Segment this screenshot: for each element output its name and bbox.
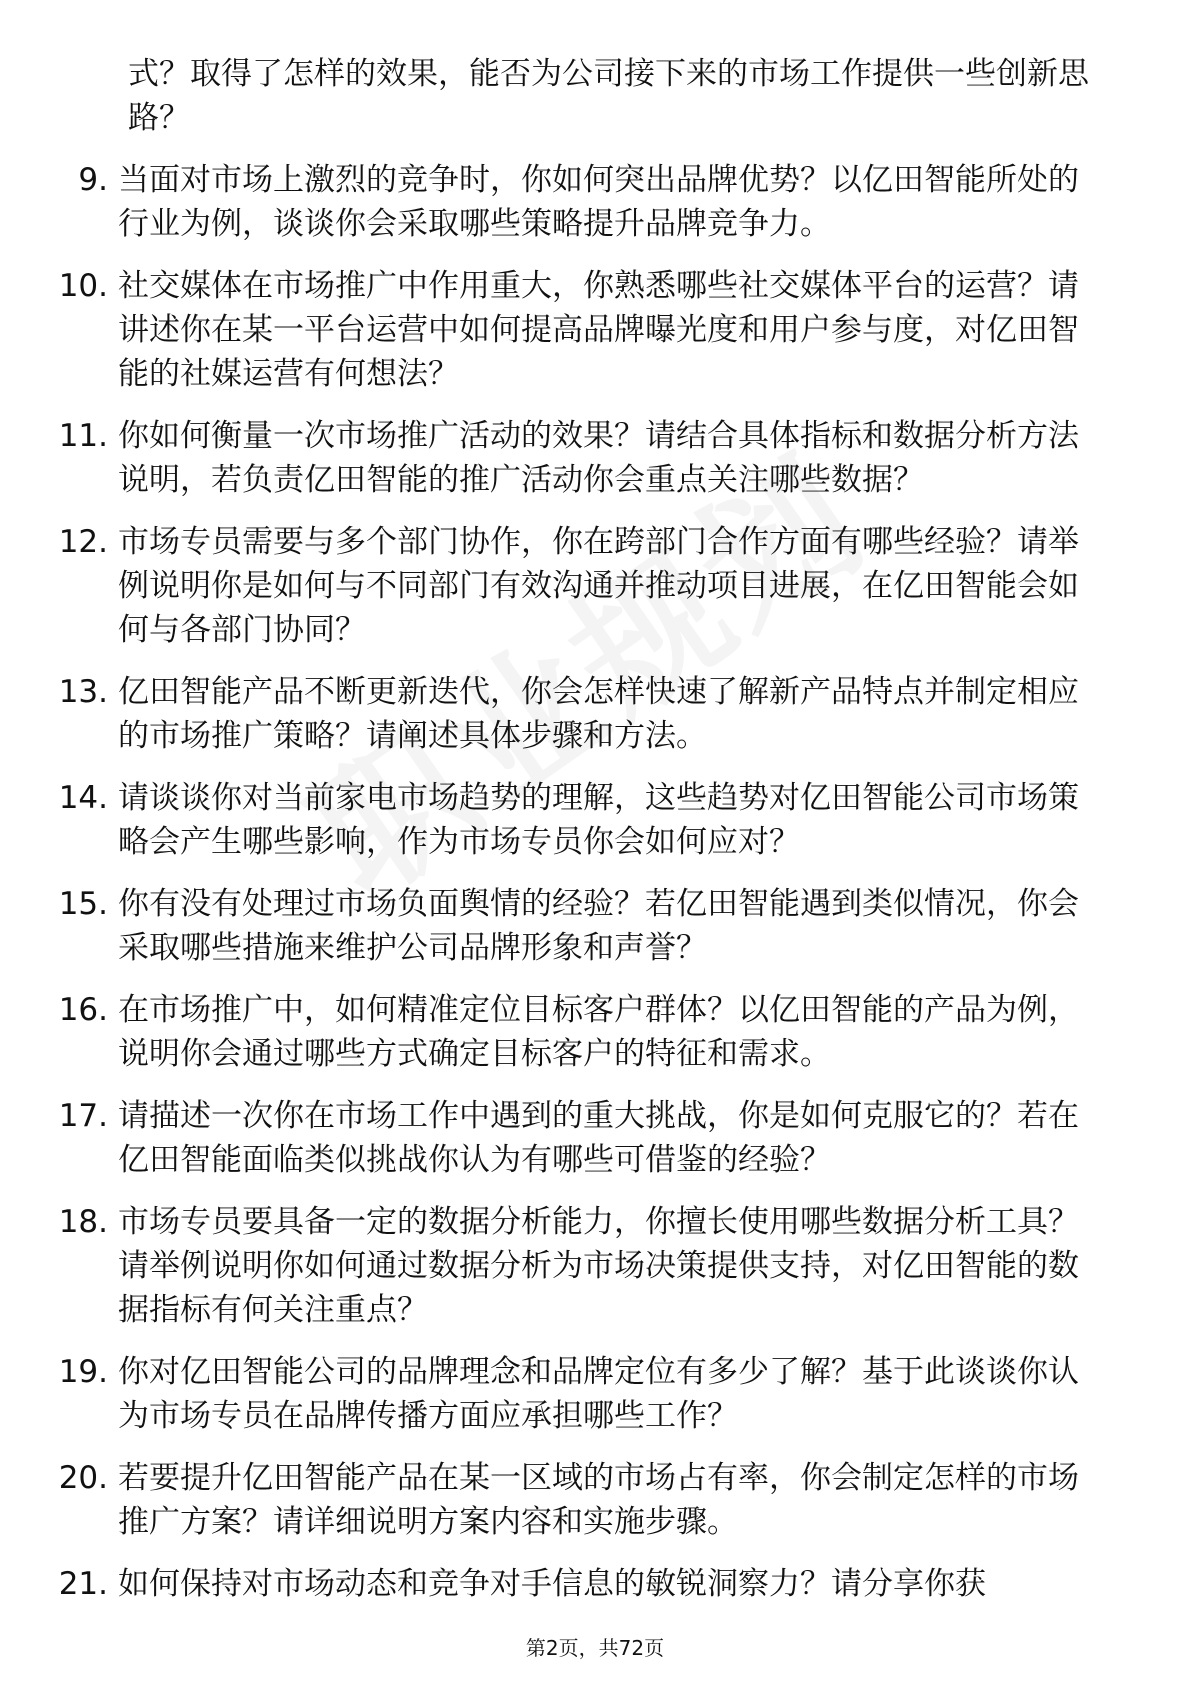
question-number: 13. (58, 674, 108, 710)
question-item (0, 1350, 1190, 1438)
question-number: 12. (58, 524, 108, 560)
question-item (0, 158, 1190, 246)
question-item (0, 1456, 1190, 1544)
question-item (0, 520, 1190, 652)
question-number: 21. (58, 1566, 108, 1602)
question-number: 17. (58, 1098, 108, 1134)
question-number: 16. (58, 992, 108, 1028)
page-content (0, 52, 1190, 1624)
question-text: 请描述一次你在市场工作中遇到的重大挑战，你是如何克服它的？若在亿田智能面临类似挑战你认为有哪些可借鉴的经验？ (118, 1098, 1079, 1178)
question-number: 10. (58, 268, 108, 304)
question-text: 你有没有处理过市场负面舆情的经验？若亿田智能遇到类似情况，你会采取哪些措施来维护公司品牌形象和声誉？ (118, 886, 1079, 966)
question-item (0, 988, 1190, 1076)
question-number: 19. (58, 1354, 108, 1390)
question-text: 如何保持对市场动态和竞争对手信息的敏锐洞察力？请分享你获 (118, 1566, 986, 1602)
question-item (0, 1094, 1190, 1182)
question-item (0, 670, 1190, 758)
question-list (0, 158, 1190, 1606)
question-item (0, 1200, 1190, 1332)
question-number: 11. (58, 418, 108, 454)
question-text: 你对亿田智能公司的品牌理念和品牌定位有多少了解？基于此谈谈你认为市场专员在品牌传播方面应承担哪些工作？ (118, 1354, 1079, 1434)
question-text: 亿田智能产品不断更新迭代，你会怎样快速了解新产品特点并制定相应的市场推广策略？请阐述具体步骤和方法。 (118, 674, 1079, 754)
question-item (0, 776, 1190, 864)
question-item (0, 1562, 1190, 1606)
question-text: 社交媒体在市场推广中作用重大，你熟悉哪些社交媒体平台的运营？请讲述你在某一平台运营中如何提高品牌曝光度和用户参与度，对亿田智能的社媒运营有何想法？ (118, 268, 1079, 392)
question-number: 20. (58, 1460, 108, 1496)
question-number: 18. (58, 1204, 108, 1240)
question-item (0, 882, 1190, 970)
page-footer: 第2页，共72页 (525, 1636, 665, 1660)
question-text: 当面对市场上激烈的竞争时，你如何突出品牌优势？以亿田智能所处的行业为例，谈谈你会采取哪些策略提升品牌竞争力。 (118, 162, 1079, 242)
question-text: 市场专员要具备一定的数据分析能力，你擅长使用哪些数据分析工具？请举例说明你如何通过数据分析为市场决策提供支持，对亿田智能的数据指标有何关注重点？ (118, 1204, 1079, 1328)
question-item (0, 264, 1190, 396)
continuation-text: 式？取得了怎样的效果，能否为公司接下来的市场工作提供一些创新思路？ (128, 56, 1089, 136)
question-number: 15. (58, 886, 108, 922)
question-text: 若要提升亿田智能产品在某一区域的市场占有率，你会制定怎样的市场推广方案？请详细说明方案内容和实施步骤。 (118, 1460, 1079, 1540)
question-item (0, 414, 1190, 502)
question-text: 你如何衡量一次市场推广活动的效果？请结合具体指标和数据分析方法说明，若负责亿田智能的推广活动你会重点关注哪些数据？ (118, 418, 1079, 498)
question-text: 在市场推广中，如何精准定位目标客户群体？以亿田智能的产品为例，说明你会通过哪些方式确定目标客户的特征和需求。 (118, 992, 1079, 1072)
question-text: 市场专员需要与多个部门协作，你在跨部门合作方面有哪些经验？请举例说明你是如何与不同部门有效沟通并推动项目进展，在亿田智能会如何与各部门协同？ (118, 524, 1079, 648)
question-number: 9. (78, 162, 108, 198)
question-text: 请谈谈你对当前家电市场趋势的理解，这些趋势对亿田智能公司市场策略会产生哪些影响，作为市场专员你会如何应对？ (118, 780, 1079, 860)
question-number: 14. (58, 780, 108, 816)
